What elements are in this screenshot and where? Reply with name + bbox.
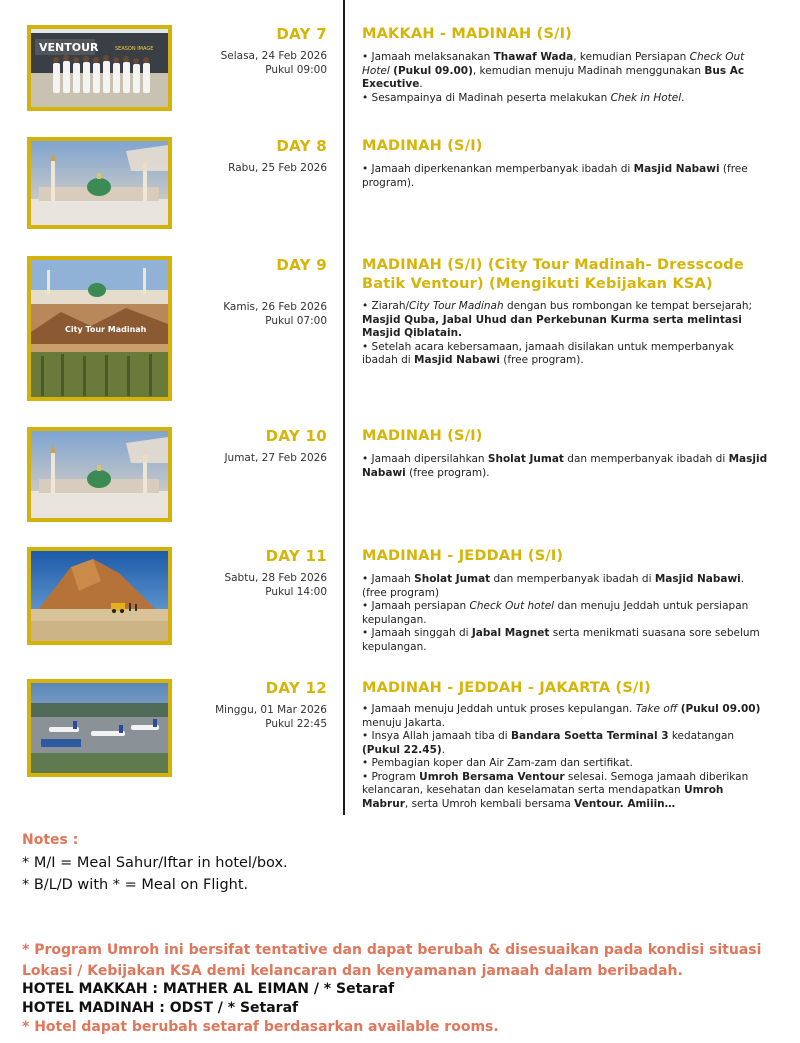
desc-line: • Pembagian koper dan Air Zam-zam dan sertifikat. <box>362 757 633 769</box>
day-date <box>228 161 327 175</box>
desc-line: • Jamaah singgah di Jabal Magnet serta menikmati suasana sore sebelum kepulangan. <box>362 627 760 653</box>
time-text: Pukul 22:45 <box>265 718 327 730</box>
desc-line: • Jamaah melaksanakan Thawaf Wada, kemudian Persiapan Check Out Hotel (Pukul 09.00), kemudian menuju Madinah menggunakan Bus Ac Executive. <box>362 51 745 90</box>
note-line: * M/I = Meal Sahur/Iftar in hotel/box. <box>22 855 288 871</box>
city-tour-caption: City Tour Madinah <box>65 325 147 334</box>
day-label: DAY 11 <box>265 547 327 565</box>
desc-line: • Ziarah/City Tour Madinah dengan bus rombongan ke tempat bersejarah; Masjid Quba, Jabal Uhud dan Perkebunan Kurma serta melintasi Masjid Qiblatain. <box>362 300 753 339</box>
date-text: Sabtu, 28 Feb 2026 <box>224 572 327 584</box>
day-date <box>215 703 327 731</box>
date-text: Jumat, 27 Feb 2026 <box>224 452 327 464</box>
day-description <box>362 573 772 654</box>
day-description <box>362 300 772 368</box>
day-11-photo <box>27 547 172 645</box>
notes-title: Notes : <box>22 832 79 848</box>
disclaimer-text: * Program Umroh ini bersifat tentative dan dapat berubah & disesuaikan pada kondisi situasi Lokasi / Kebijakan KSA demi kelancaran dan kenyamanan jamaah dalam beribadah. <box>22 942 762 979</box>
day-title: MADINAH (S/I) <box>362 138 483 154</box>
desc-line: • Jamaah persiapan Check Out hotel dan menuju Jeddah untuk persiapan kepulangan. <box>362 600 749 626</box>
date-text: Selasa, 24 Feb 2026 <box>220 50 327 62</box>
date-text: Rabu, 25 Feb 2026 <box>228 162 327 174</box>
desc-line: • Insya Allah jamaah tiba di Bandara Soetta Terminal 3 kedatangan (Pukul 22.45). <box>362 730 735 756</box>
day-label: DAY 10 <box>265 427 327 445</box>
day-12-photo <box>27 679 172 777</box>
day-date <box>221 49 327 77</box>
day-title: MADINAH - JEDDAH (S/I) <box>362 548 564 564</box>
desc-line: • Jamaah dipersilahkan Sholat Jumat dan memperbanyak ibadah di Masjid Nabawi (free program). <box>362 453 768 479</box>
day-label: DAY 8 <box>276 137 327 155</box>
desc-line: • Jamaah diperkenankan memperbanyak ibadah di Masjid Nabawi (free program). <box>362 163 748 189</box>
timeline-divider <box>343 0 345 815</box>
time-text: Pukul 07:00 <box>265 315 327 327</box>
day-title: MADINAH (S/I) (City Tour Madinah- Dresscode Batik Ventour) (Mengikuti Kebijakan KSA) <box>362 257 744 292</box>
day-7-photo <box>27 25 172 111</box>
day-date <box>223 300 327 328</box>
time-text: Pukul 09:00 <box>265 64 327 76</box>
day-description <box>362 163 772 190</box>
day-8-photo <box>27 137 172 229</box>
day-9-photo <box>27 256 172 401</box>
day-description <box>362 703 772 811</box>
desc-line: • Jamaah Sholat Jumat dan memperbanyak ibadah di Masjid Nabawi. (free program) <box>362 573 745 599</box>
day-10-photo <box>27 427 172 522</box>
day-description <box>362 453 772 480</box>
note-line: * B/L/D with * = Meal on Flight. <box>22 877 249 893</box>
date-text: Minggu, 01 Mar 2026 <box>215 704 327 716</box>
notes-section <box>22 832 288 896</box>
desc-line: • Sesampainya di Madinah peserta melakukan Chek in Hotel. <box>362 91 685 104</box>
day-title: MAKKAH - MADINAH (S/I) <box>362 26 573 42</box>
desc-line: • Jamaah menuju Jeddah untuk proses kepulangan. Take off (Pukul 09.00) menuju Jakarta. <box>362 703 761 729</box>
desc-line: • Program Umroh Bersama Ventour selesai. Semoga jamaah diberikan kelancaran, kesehatan dan keselamatan serta mendapatkan Umroh Mabrur, serta Umroh kembali bersama Ventour. Amiiin… <box>362 770 749 810</box>
day-label: DAY 7 <box>276 25 327 43</box>
hotel-note: * Hotel dapat berubah setaraf berdasarkan available rooms. <box>22 1019 499 1035</box>
day-description <box>362 51 772 105</box>
season-image-text: SEASON IMAGE <box>115 46 154 52</box>
ventour-logo-text: VENTOUR <box>39 41 99 54</box>
day-title: MADINAH (S/I) <box>362 428 483 444</box>
day-label: DAY 9 <box>276 256 327 274</box>
time-text: Pukul 14:00 <box>265 586 327 598</box>
day-date <box>224 451 327 465</box>
day-date <box>224 571 327 599</box>
hotel-madinah: HOTEL MADINAH : ODST / * Setaraf <box>22 1000 299 1016</box>
desc-line: • Setelah acara kebersamaan, jamaah disilakan untuk memperbanyak ibadah di Masjid Nabawi (free program). <box>362 340 734 366</box>
day-label: DAY 12 <box>265 679 327 697</box>
day-title: MADINAH - JEDDAH - JAKARTA (S/I) <box>362 680 651 696</box>
date-text: Kamis, 26 Feb 2026 <box>223 301 327 313</box>
hotel-makkah: HOTEL MAKKAH : MATHER AL EIMAN / * Setaraf <box>22 981 395 997</box>
